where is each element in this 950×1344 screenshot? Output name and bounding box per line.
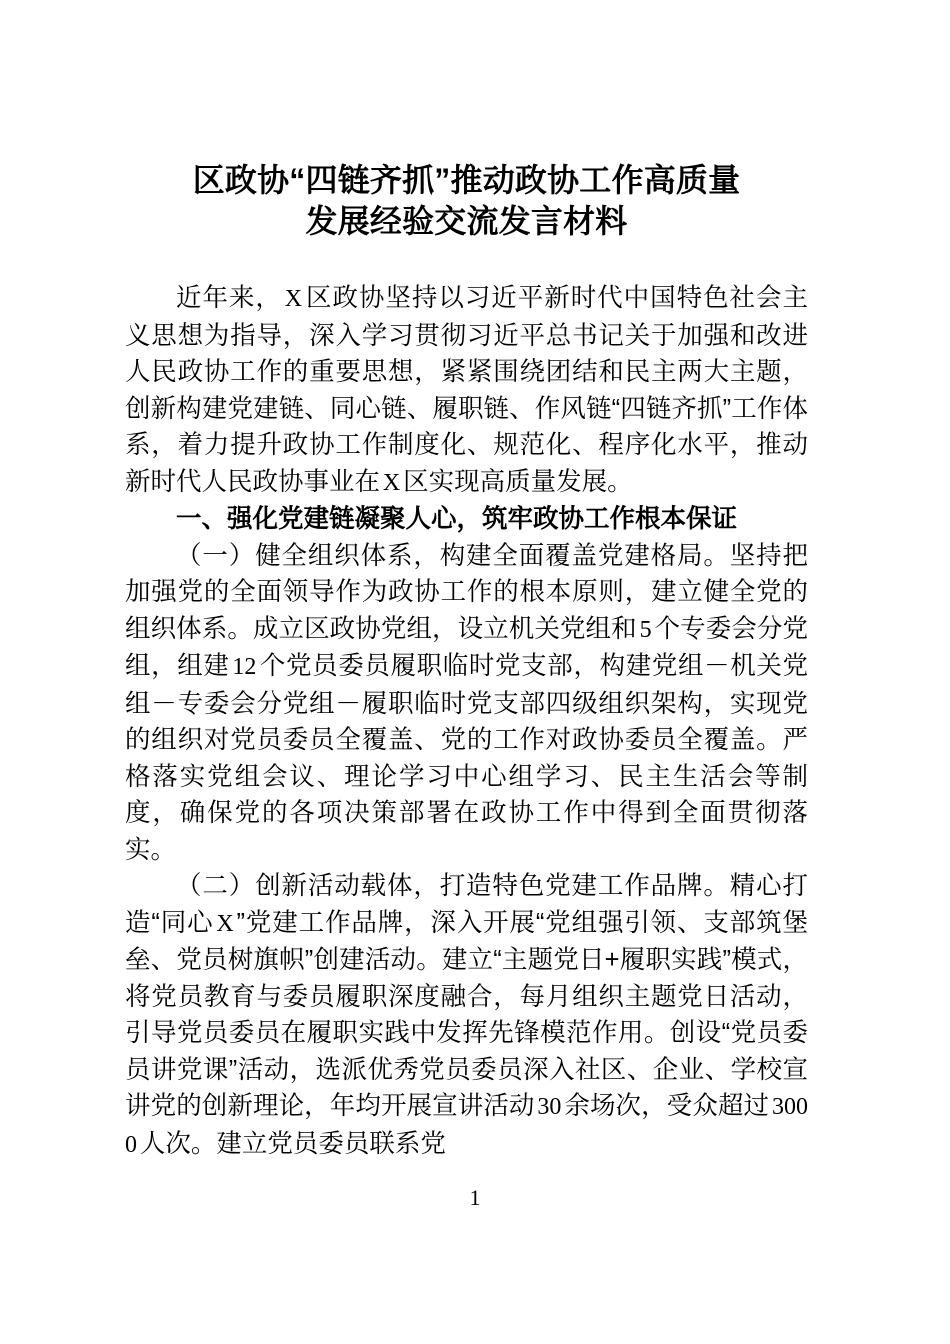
paragraph-section-1-sub-2: （二）创新活动载体，打造特色党建工作品牌。精心打造“同心 X ”党建工作品牌，深入开展“党组强引领、支部筑堡垒、党员树旗帜”创建活动。建立“主题党日+履职实践”模式，将党员教育与委员履职深度融合，每月组织主题党日活动，引导党员委员在履职实践中发挥先锋模范作用。创设“党员委员讲党课”活动，选派优秀党员委员深入社区、企业、学校宣讲党的创新理论，年均开展宣讲活动 30 余场次，受众超过 3000 人次。建立党员委员联系党 <box>125 872 808 1158</box>
inline-latin-run: 12 <box>232 654 257 680</box>
document-body <box>125 280 808 1163</box>
inline-latin-run: X <box>284 286 303 312</box>
inline-latin-run: X <box>216 910 234 937</box>
document-title-line-1: 区政协“四链齐抓”推动政协工作高质量 <box>192 162 741 198</box>
section-heading-1: 一、强化党建链凝聚人心，筑牢政协工作根本保证 <box>176 505 738 533</box>
page-number: 1 <box>469 1185 481 1210</box>
paragraph-intro: 近年来， X 区政协坚持以习近平新时代中国特色社会主义思想为指导，深入学习贯彻习近平总书记关于加强和改进人民政协工作的重要思想，紧紧围绕团结和民主两大主题，创新构建党建链、同心链、履职链、作风链“四链齐抓”工作体系，着力提升政协工作制度化、规范化、程序化水平，推动新时代人民政协事业在 X 区实现高质量发展。 <box>125 284 808 496</box>
document-title <box>125 0 808 242</box>
paragraph-section-1-sub-1: （一）健全组织体系，构建全面覆盖党建格局。坚持把加强党的全面领导作为政协工作的根本原则，建立健全党的组织体系。成立区政协党组，设立机关党组和 5 个专委会分党组，组建 12 个党员委员履职临时党支部，构建党组－机关党组－专委会分党组－履职临时党支部四级组织架构，实现党的组织对党员委员全覆盖、党的工作对政协委员全覆盖。严格落实党组会议、理论学习中心组学习、民主生活会等制度，确保党的各项决策部署在政协工作中得到全面贯彻落实。 <box>125 541 808 864</box>
inline-latin-run: X <box>382 469 401 496</box>
page-content <box>125 0 808 1163</box>
inline-latin-run: 3000 <box>125 1094 808 1158</box>
document-title-line-2: 发展经验交流发言材料 <box>305 203 628 239</box>
inline-latin-run: 30 <box>537 1094 562 1120</box>
inline-latin-run: 5 <box>639 616 652 643</box>
